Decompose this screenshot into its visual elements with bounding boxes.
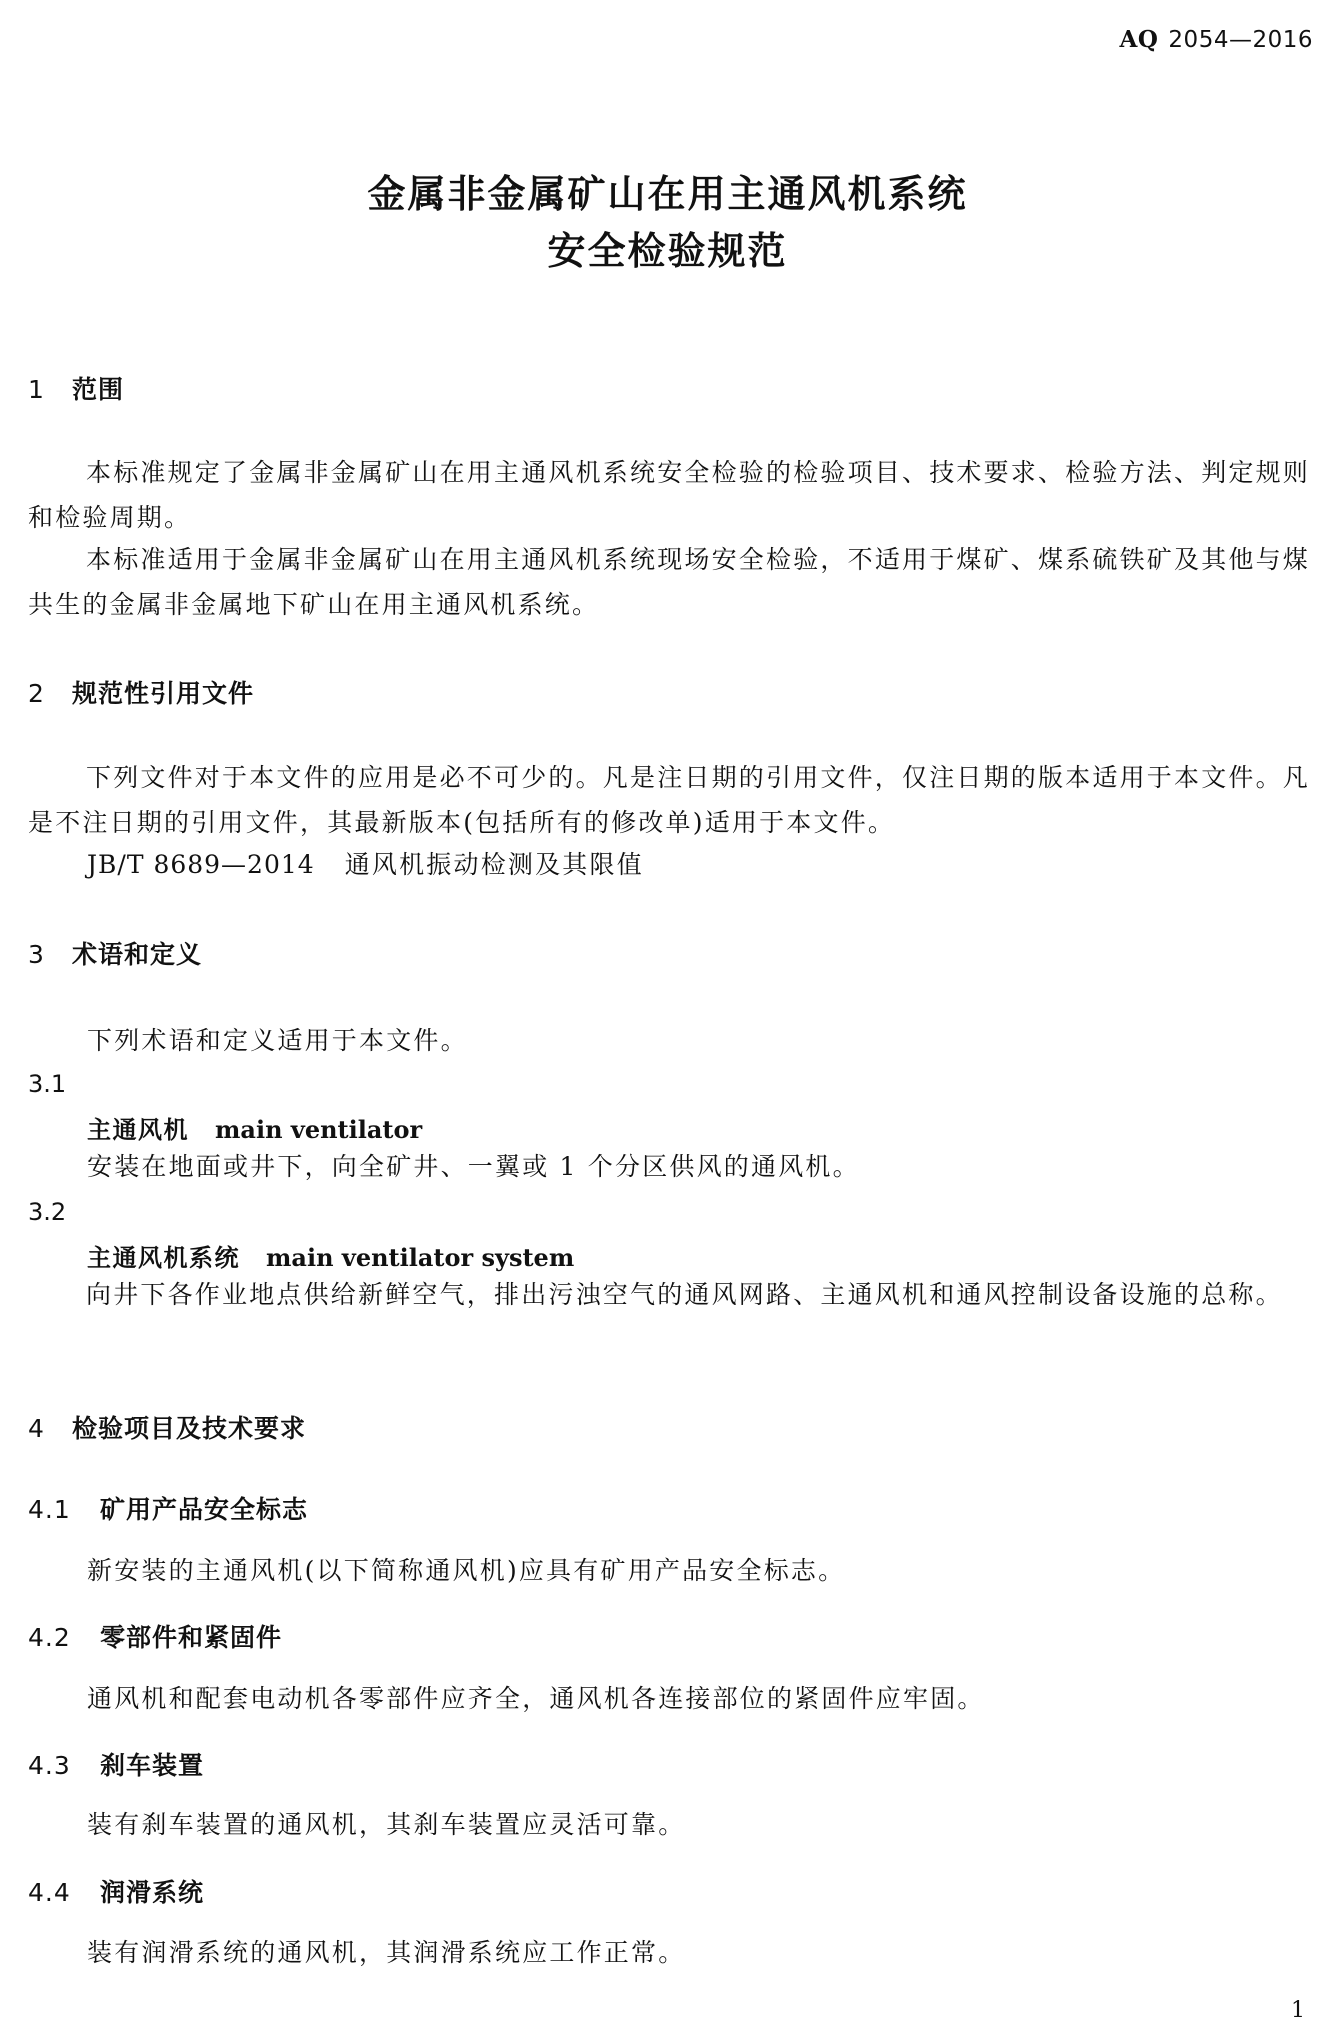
subsection-title: 刹车装置 bbox=[100, 1751, 205, 1780]
term-1 bbox=[87, 1110, 422, 1145]
subsection-4-4-heading bbox=[28, 1873, 204, 1909]
term-1-number: 3.1 bbox=[28, 1070, 67, 1098]
page-number: 1 bbox=[1291, 1998, 1305, 2023]
document-title bbox=[0, 166, 1335, 280]
section-3-heading bbox=[28, 935, 202, 971]
reference-document-number: JB/T 8689—2014 bbox=[87, 850, 315, 879]
normative-reference bbox=[87, 842, 644, 887]
subsection-4-1-text: 新安装的主通风机(以下简称通风机)应具有矿用产品安全标志。 bbox=[87, 1556, 846, 1585]
term-1-definition: 安装在地面或井下，向全矿井、一翼或 1 个分区供风的通风机。 bbox=[87, 1152, 860, 1181]
standard-code-header bbox=[1120, 26, 1313, 53]
reference-document-title: 通风机振动检测及其限值 bbox=[344, 850, 644, 879]
section-2-heading bbox=[28, 674, 254, 710]
subsection-4-4-text: 装有润滑系统的通风机，其润滑系统应工作正常。 bbox=[87, 1938, 686, 1967]
subsection-4-3-heading bbox=[28, 1746, 204, 1782]
section-number: 4 bbox=[28, 1414, 45, 1443]
standard-number: 2054—2016 bbox=[1168, 27, 1313, 53]
section-title: 术语和定义 bbox=[72, 940, 203, 969]
section-1-heading bbox=[28, 370, 124, 406]
term-english: main ventilator bbox=[215, 1115, 423, 1144]
section-2-paragraph-1: 下列文件对于本文件的应用是必不可少的。凡是注日期的引用文件，仅注日期的版本适用于本文件。凡是不注日期的引用文件，其最新版本(包括所有的修改单)适用于本文件。 bbox=[28, 763, 1311, 837]
standard-code: AQ bbox=[1119, 26, 1159, 53]
subsection-4-2-text: 通风机和配套电动机各零部件应齐全，通风机各连接部位的紧固件应牢固。 bbox=[87, 1684, 985, 1713]
subsection-number: 4.2 bbox=[28, 1623, 71, 1652]
section-1-paragraph-1: 本标准规定了金属非金属矿山在用主通风机系统安全检验的检验项目、技术要求、检验方法、判定规则和检验周期。 bbox=[28, 458, 1311, 532]
subsection-title: 零部件和紧固件 bbox=[100, 1623, 283, 1652]
title-line-1: 金属非金属矿山在用主通风机系统 bbox=[367, 172, 968, 216]
term-english: main ventilator system bbox=[266, 1243, 575, 1272]
subsection-4-2-heading bbox=[28, 1618, 282, 1654]
section-number: 2 bbox=[28, 679, 45, 708]
title-line-2: 安全检验规范 bbox=[547, 229, 788, 273]
section-4-heading bbox=[28, 1409, 306, 1445]
term-2 bbox=[87, 1238, 574, 1273]
subsection-4-3-text: 装有刹车装置的通风机，其刹车装置应灵活可靠。 bbox=[87, 1810, 686, 1839]
term-chinese: 主通风机 bbox=[87, 1116, 189, 1144]
subsection-title: 润滑系统 bbox=[100, 1878, 205, 1907]
subsection-number: 4.4 bbox=[28, 1878, 71, 1907]
term-chinese: 主通风机系统 bbox=[87, 1244, 240, 1272]
subsection-4-1-heading bbox=[28, 1490, 308, 1526]
subsection-number: 4.3 bbox=[28, 1751, 71, 1780]
section-title: 检验项目及技术要求 bbox=[72, 1414, 307, 1443]
section-title: 范围 bbox=[72, 375, 125, 404]
section-number: 1 bbox=[28, 375, 45, 404]
section-number: 3 bbox=[28, 940, 45, 969]
subsection-title: 矿用产品安全标志 bbox=[100, 1495, 309, 1524]
term-2-definition: 向井下各作业地点供给新鲜空气，排出污浊空气的通风网路、主通风机和通风控制设备设施的总称。 bbox=[86, 1280, 1283, 1309]
section-3-intro: 下列术语和定义适用于本文件。 bbox=[87, 1026, 468, 1055]
subsection-number: 4.1 bbox=[28, 1495, 71, 1524]
term-2-number: 3.2 bbox=[28, 1198, 67, 1226]
section-title: 规范性引用文件 bbox=[72, 679, 255, 708]
section-1-paragraph-2: 本标准适用于金属非金属矿山在用主通风机系统现场安全检验，不适用于煤矿、煤系硫铁矿及其他与煤共生的金属非金属地下矿山在用主通风机系统。 bbox=[28, 545, 1311, 619]
